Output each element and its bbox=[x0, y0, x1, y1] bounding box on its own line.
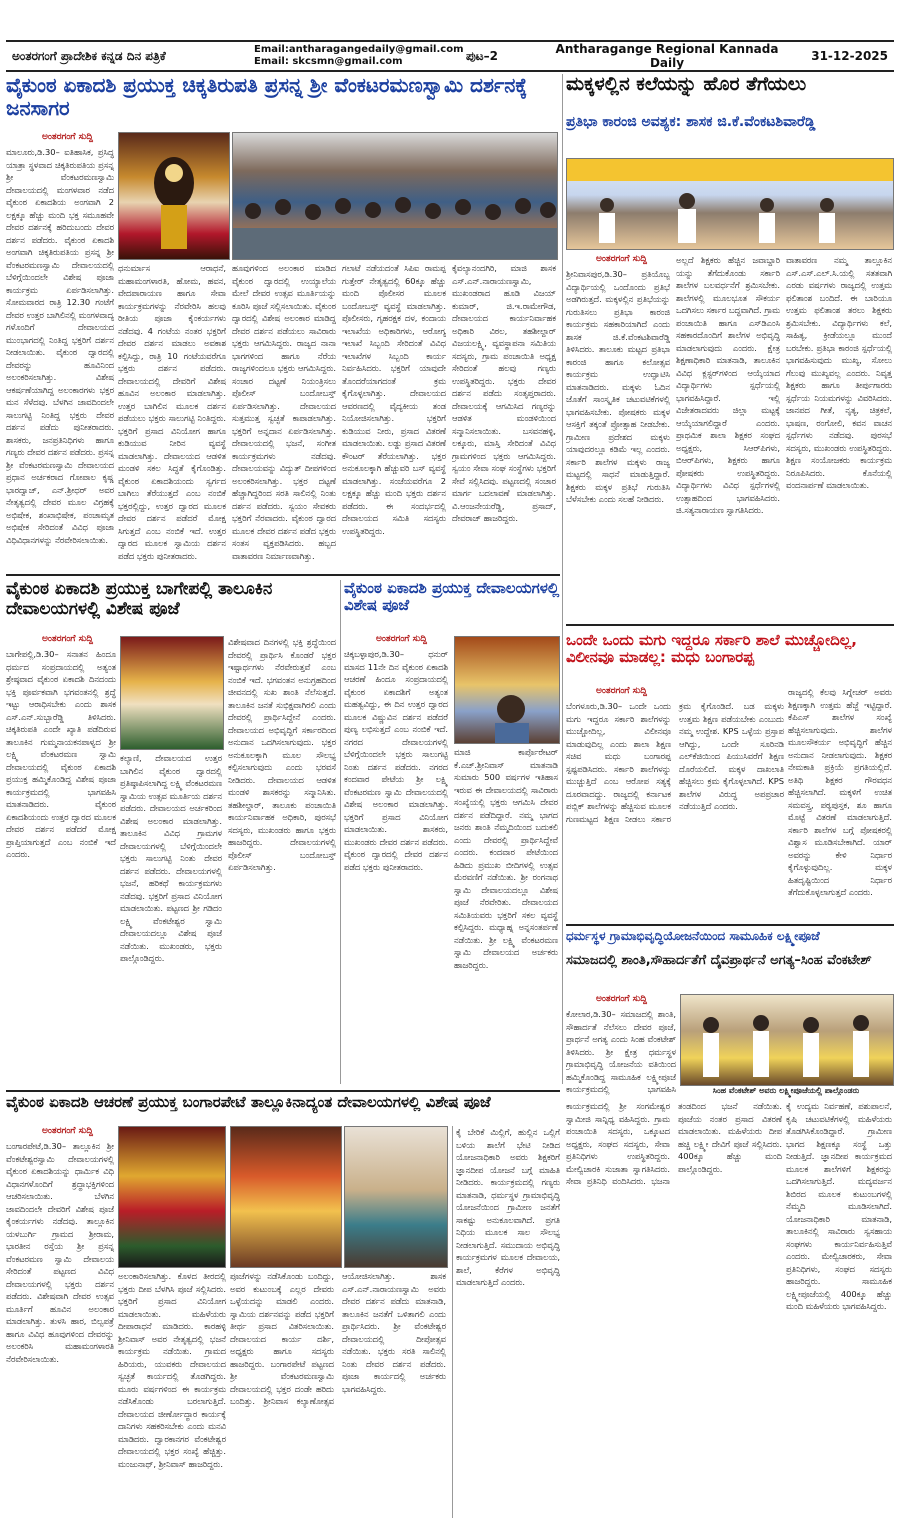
section-rule-2 bbox=[566, 624, 894, 626]
story2-col2: ಅಲ್ಲದೆ ಶಿಕ್ಷಕರು ಹೆಚ್ಚಿನ ಜವಾಬ್ದಾರಿ ಯನ್ನು ತೆಗೆದುಕೊಂಡು ಸರ್ಕಾರಿ ಶಾಲೆಗಳ ಬಲವರ್ಧನೆಗೆ ಶ್ರಮಿಸಬೇಕು. ಶಾಲೆಗಳಲ್ಲಿ ಮೂಲಭೂತ ಸೌಕರ್ಯ ಒದಗಿಸಲು ಸರ್ಕಾರ ಬದ್ಧವಾಗಿದೆ. ಗ್ರಾಮ ಪಂಚಾಯಿತಿ ಹಾಗೂ ಎಸ್‌ಡಿಎಂಸಿ ಸಹಕಾರದೊಂದಿಗೆ ಶಾಲೆಗಳ ಅಭಿವೃದ್ಧಿ ಮಾಡಲಾಗುವುದು ಎಂದರು. ಕ್ಷೇತ್ರ ಶಿಕ್ಷಣಾಧಿಕಾರಿ ಮಾತನಾಡಿ, ತಾಲೂಕಿನ ವಿವಿಧ ಕ್ಲಸ್ಟರ್‌ಗಳಿಂದ ಆಯ್ಕೆಯಾದ ವಿದ್ಯಾರ್ಥಿಗಳು ಸ್ಪರ್ಧೆಯಲ್ಲಿ ಭಾಗವಹಿಸಿದ್ದಾರೆ. ಇಲ್ಲಿ ವಿಜೇತರಾದವರು ಜಿಲ್ಲಾ ಮಟ್ಟಕ್ಕೆ ಆಯ್ಕೆಯಾಗಲಿದ್ದಾರೆ ಎಂದರು. ಪ್ರಾಥಮಿಕ ಶಾಲಾ ಶಿಕ್ಷಕರ ಸಂಘದ ಅಧ್ಯಕ್ಷರು, ಸಿಆರ್‌ಪಿಗಳು, ಬಿಆರ್‌ಪಿಗಳು, ಶಿಕ್ಷಕರು ಹಾಗೂ ಪೋಷಕರು ಉಪಸ್ಥಿತರಿದ್ದರು. ವಿದ್ಯಾರ್ಥಿಗಳು ವಿವಿಧ ಸ್ಪರ್ಧೆಗಳಲ್ಲಿ ಉತ್ಸಾಹದಿಂದ ಭಾಗವಹಿಸಿದರು. ಜಿ.ಸತ್ಯನಾರಾಯಣ ಸ್ವಾಗತಿಸಿದರು. bbox=[676, 255, 780, 515]
pooja-illustration bbox=[681, 995, 893, 1085]
temple-idol-photo bbox=[118, 132, 230, 260]
story7-byline: ಅಂತರಗಂಗೆ ಸುದ್ದಿ bbox=[42, 1126, 93, 1136]
column-divider-2 bbox=[340, 580, 341, 1084]
email-2: Email: skcsmn@gmail.com bbox=[254, 56, 403, 67]
devotee-crowd-photo bbox=[232, 132, 558, 260]
story3-col3: ವಿಶೇಷವಾದ ದಿನಗಳಲ್ಲಿ ಭಕ್ತಿ ಶ್ರದ್ಧೆಯಿಂದ ದೇವರಲ್ಲಿ ಪ್ರಾರ್ಥಿಸಿ ಕೊಂಡರೆ ಭಕ್ತರ ಇಷ್ಟಾರ್ಥಗಳು ನೆರವೇರುತ್ತವೆ ಎಂಬ ನಂಬಿಕೆ ಇದೆ. ಭಗವಂತನ ಅನುಗ್ರಹದಿಂದ ಜೀವನದಲ್ಲಿ ಸುಖ ಶಾಂತಿ ನೆಲೆಸುತ್ತದೆ. ತಾಲೂಕಿನ ಜನತೆ ಸುಭಿಕ್ಷವಾಗಿರಲಿ ಎಂದು ದೇವರಲ್ಲಿ ಪ್ರಾರ್ಥಿಸಿದ್ದೇನೆ ಎಂದರು. ದೇವಾಲಯದ ಅಭಿವೃದ್ಧಿಗೆ ಸರ್ಕಾರದಿಂದ ಅನುದಾನ ಒದಗಿಸಲಾಗುವುದು. ಭಕ್ತರ ಅನುಕೂಲಕ್ಕಾಗಿ ಮೂಲ ಸೌಲಭ್ಯ ಕಲ್ಪಿಸಲಾಗುವುದು ಎಂದು ಭರವಸೆ ನೀಡಿದರು. ದೇವಾಲಯದ ಆಡಳಿತ ಮಂಡಳಿ ಶಾಸಕರನ್ನು ಸನ್ಮಾನಿಸಿತು. ತಹಶೀಲ್ದಾರ್, ತಾಲೂಕು ಪಂಚಾಯಿತಿ ಕಾರ್ಯನಿರ್ವಾಹಕ ಅಧಿಕಾರಿ, ಪುರಸಭೆ ಸದಸ್ಯರು, ಮುಖಂಡರು ಹಾಗೂ ಭಕ್ತರು ಹಾಜರಿದ್ದರು. ದೇವಾಲಯಗಳಲ್ಲಿ ಪೊಲೀಸ್ ಬಂದೋಬಸ್ತ್ ಏರ್ಪಡಿಸಲಾಗಿತ್ತು. bbox=[228, 637, 336, 872]
story3-col2: ಕಲ್ಯಾಣಿ, ದೇವಾಲಯದ ಉತ್ತರ ಬಾಗಿಲಿನ ವೈಕುಂಠ ದ್ವಾರದಲ್ಲಿ ಪ್ರತಿಷ್ಠಾಪಿಸಲಾಗಿದ್ದ ಲಕ್ಷ್ಮಿ ವೆಂಕಟರಮಣ ಸ್ವಾಮಿಯ ಉತ್ಸವ ಮೂರ್ತಿಯ ದರ್ಶನ ಪಡೆದರು. ದೇವಾಲಯದ ಅರ್ಚಕರಿಂದ ವಿಶೇಷ ಅಲಂಕಾರ ಮಾಡಲಾಗಿತ್ತು. ತಾಲೂಕಿನ ವಿವಿಧ ಗ್ರಾಮಗಳ ದೇವಾಲಯಗಳಲ್ಲಿ ಬೆಳಿಗ್ಗೆಯಿಂದಲೇ ಭಕ್ತರು ಸಾಲುಗಟ್ಟಿ ನಿಂತು ದೇವರ ದರ್ಶನ ಪಡೆದರು. ದೇವಾಲಯಗಳಲ್ಲಿ ಭಜನೆ, ಹರಿಕಥೆ ಕಾರ್ಯಕ್ರಮಗಳು ನಡೆದವು. ಭಕ್ತರಿಗೆ ಪ್ರಸಾದ ವಿನಿಯೋಗ ಮಾಡಲಾಯಿತು. ಪಟ್ಟಣದ ಶ್ರೀ ಗಡಿದಂ ಲಕ್ಷ್ಮಿ ವೆಂಕಟೇಶ್ವರ ಸ್ವಾಮಿ ದೇವಾಲಯದಲ್ಲೂ ವಿಶೇಷ ಪೂಜೆ ನಡೆಯಿತು. ಮುಖಂಡರು, ಭಕ್ತರು ಪಾಲ್ಗೊಂಡಿದ್ದರು. bbox=[120, 753, 222, 963]
devotee-prasad-photo bbox=[344, 1126, 448, 1268]
emails bbox=[248, 44, 464, 68]
page-number: ಪುಟ–2 bbox=[466, 48, 498, 63]
story6-col2: ಕೈ ಉದ್ಯಮ ನಿರ್ವಹಣೆ, ಪಶುಪಾಲನೆ, ಕೃಷಿ ಚಟುವಟಿಕೆಗಳಲ್ಲಿ ಮಹಿಳೆಯರು ತೊಡಗಿಸಿಕೊಂಡಿದ್ದಾರೆ. ಗ್ರಾಮೀಣ ಭಾಗದ ಶಿಕ್ಷಣಕ್ಕೂ ಸಂಸ್ಥೆ ಒತ್ತು ನೀಡುತ್ತಿದೆ. ಜ್ಞಾನದೀಪ ಕಾರ್ಯಕ್ರಮದ ಮೂಲಕ ಶಾಲೆಗಳಿಗೆ ಶಿಕ್ಷಕರನ್ನು ಒದಗಿಸಲಾಗುತ್ತಿದೆ. ಮದ್ಯವರ್ಜನ ಶಿಬಿರದ ಮೂಲಕ ಕುಟುಂಬಗಳಲ್ಲಿ ನೆಮ್ಮದಿ ಮೂಡಿಸಲಾಗಿದೆ. ಯೋಜನಾಧಿಕಾರಿ ಮಾತನಾಡಿ, ತಾಲೂಕಿನಲ್ಲಿ ಸಾವಿರಾರು ಸ್ವಸಹಾಯ ಸಂಘಗಳು ಕಾರ್ಯನಿರ್ವಹಿಸುತ್ತಿವೆ ಎಂದರು. ಮೇಲ್ವಿಚಾರಕರು, ಸೇವಾ ಪ್ರತಿನಿಧಿಗಳು, ಸಂಘದ ಸದಸ್ಯರು ಹಾಜರಿದ್ದರು. ಸಾಮೂಹಿಕ ಲಕ್ಷ್ಮೀಪೂಜೆಯಲ್ಲಿ 400ಕ್ಕೂ ಹೆಚ್ಚು ಮಂದಿ ಮಹಿಳೆಯರು ಭಾಗವಹಿಸಿದ್ದರು. bbox=[786, 1101, 892, 1311]
story1-col2: ಧನುರ್ಮಾಸ ಆರಾಧನೆ, ಮಹಾಮಂಗಳಾರತಿ, ಹೋಮ, ಹವನ, ವೇದಪಾರಾಯಣ ಹಾಗೂ ಸೇವಾ ಕಾರ್ಯಕ್ರಮಗಳನ್ನು ನೆರವೇರಿಸಿ ಹಲವು ರೀತಿಯ ಪೂಜಾ ಕೈಂಕರ್ಯಗಳು ನಡೆದವು. 4 ಗಂಟೆಯ ನಂತರ ಭಕ್ತರಿಗೆ ದೇವರ ದರ್ಶನ ಮಾಡಲು ಅವಕಾಶ ಕಲ್ಪಿಸಿದ್ದು, ರಾತ್ರಿ 10 ಗಂಟೆಯವರೆಗೂ ಭಕ್ತರು ದರ್ಶನ ಪಡೆದರು. ದೇವಾಲಯದಲ್ಲಿ ದೇವರಿಗೆ ವಿಶೇಷ ಹೂವಿನ ಅಲಂಕಾರ ಮಾಡಲಾಗಿತ್ತು. ಉತ್ತರ ಬಾಗಿಲಿನ ಮೂಲಕ ದರ್ಶನ ಪಡೆಯಲು ಭಕ್ತರು ಸಾಲುಗಟ್ಟಿ ನಿಂತಿದ್ದರು. ಭಕ್ತರಿಗೆ ಪ್ರಸಾದ ವಿನಿಯೋಗ ಹಾಗೂ ಕುಡಿಯುವ ನೀರಿನ ವ್ಯವಸ್ಥೆ ಮಾಡಲಾಗಿತ್ತು. ದೇವಾಲಯದ ಆಡಳಿತ ಮಂಡಳಿ ಸಕಲ ಸಿದ್ಧತೆ ಕೈಗೊಂಡಿತ್ತು. ವೈಕುಂಠ ಏಕಾದಶಿಯಂದು ಸ್ವರ್ಗದ ಬಾಗಿಲು ತೆರೆಯುತ್ತದೆ ಎಂಬ ನಂಬಿಕೆ ಭಕ್ತರಲ್ಲಿದ್ದು, ಉತ್ತರ ದ್ವಾರದ ಮೂಲಕ ದೇವರ ದರ್ಶನ ಪಡೆದರೆ ಮೋಕ್ಷ ಸಿಗುತ್ತದೆ ಎಂಬ ನಂಬಿಕೆ ಇದೆ. ಉತ್ತರ ದ್ವಾರದ ಮೂಲಕ ಸ್ವಾಮಿಯ ದರ್ಶನ ಪಡೆದ ಭಕ್ತರು ಪುನೀತರಾದರು. bbox=[118, 263, 226, 561]
story4-col2: ಮಾಜಿ ಕಾರ್ಪೊರೇಟರ್ ಕೆ.ಎಚ್.ಶ್ರೀನಿವಾಸ್ ಮಾತನಾಡಿ ಸುಮಾರು 500 ವರ್ಷಗಳ ಇತಿಹಾಸ ಇರುವ ಈ ದೇವಾಲಯದಲ್ಲಿ ಸಾವಿರಾರು ಸಂಖ್ಯೆಯಲ್ಲಿ ಭಕ್ತರು ಆಗಮಿಸಿ ದೇವರ ದರ್ಶನ ಪಡೆದಿದ್ದಾರೆ. ನಮ್ಮ ಭಾಗದ ಜನರು ಶಾಂತಿ ನೆಮ್ಮದಿಯಿಂದ ಬದುಕಲಿ ಎಂದು ದೇವರಲ್ಲಿ ಪ್ರಾರ್ಥಿಸಿದ್ದೇವೆ ಎಂದರು. ಕಂದವಾರ ಪೇಟೆಯಿಂದ ಹಿಡಿದು ಪ್ರಮುಖ ಬೀದಿಗಳಲ್ಲಿ ಉತ್ಸವ ಮೆರವಣಿಗೆ ನಡೆಯಿತು. ಶ್ರೀ ರಂಗನಾಥ ಸ್ವಾಮಿ ದೇವಾಲಯದಲ್ಲೂ ವಿಶೇಷ ಪೂಜೆ ನೆರವೇರಿತು. ದೇವಾಲಯದ ಸಮಿತಿಯವರು ಭಕ್ತರಿಗೆ ಸಕಲ ವ್ಯವಸ್ಥೆ ಕಲ್ಪಿಸಿದ್ದರು. ಮಧ್ಯಾಹ್ನ ಅನ್ನಸಂತರ್ಪಣೆ ನಡೆಯಿತು. ಶ್ರೀ ಲಕ್ಷ್ಮಿ ವೆಂಕಟರಮಣ ಸ್ವಾಮಿ ದೇವಾಲಯದ ಅರ್ಚಕರು ಹಾಜರಿದ್ದರು. bbox=[454, 747, 558, 970]
story3-headline: ವೈಕುಂಠ ಏಕಾದಶಿ ಪ್ರಯುಕ್ತ ಬಾಗೇಪಲ್ಲಿ ತಾಲೂಕಿನ ದೇವಾಲಯಗಳಲ್ಲಿ ವಿಶೇಷ ಪೂಜೆ bbox=[6, 580, 273, 619]
story7-headline: ವೈಕುಂಠ ಏಕಾದಶಿ ಆಚರಣೆ ಪ್ರಯುಕ್ತ ಬಂಗಾರಪೇಟೆ ತಾಲ್ಲೂಕಿನಾದ್ಯಂತ ದೇವಾಲಯಗಳಲ್ಲಿ ವಿಶೇಷ ಪೂಜೆ bbox=[6, 1094, 491, 1111]
story5-headline: ಒಂದೇ ಒಂದು ಮಗು ಇದ್ದರೂ ಸರ್ಕಾರಿ ಶಾಲೆ ಮುಚ್ಚೋದಿಲ್ಲ, ವಿಲೀನವೂ ಮಾಡಲ್ಲ: ಮಧು ಬಂಗಾರಪ್ಪ bbox=[566, 632, 857, 667]
stage-illustration bbox=[567, 159, 893, 249]
story4-byline: ಅಂತರಗಂಗೆ ಸುದ್ದಿ bbox=[376, 634, 427, 644]
column-divider-3 bbox=[452, 1126, 453, 1518]
idol-illustration bbox=[119, 133, 229, 259]
story6-col1: ಕೋಲಾರ,ಡಿ.30– ಸಮಾಜದಲ್ಲಿ ಶಾಂತಿ, ಸೌಹಾರ್ದತೆ ನೆಲೆಸಲು ದೇವರ ಪೂಜೆ, ಪ್ರಾರ್ಥನೆ ಅಗತ್ಯ ಎಂದು ಸಿಂಹ ವೆಂಕಟೇಶ್ ತಿಳಿಸಿದರು. ಶ್ರೀ ಕ್ಷೇತ್ರ ಧರ್ಮಸ್ಥಳ ಗ್ರಾಮಾಭಿವೃದ್ಧಿ ಯೋಜನೆಯ ವತಿಯಿಂದ ಹಮ್ಮಿಕೊಂಡಿದ್ದ ಸಾಮೂಹಿಕ ಲಕ್ಷ್ಮೀಪೂಜೆ ಕಾರ್ಯಕ್ರಮದಲ್ಲಿ ಭಾಗವಹಿಸಿ bbox=[566, 1009, 676, 1094]
tagline: ಅಂತರಗಂಗೆ ಪ್ರಾದೇಶಿಕ ಕನ್ನಡ ದಿನ ಪತ್ರಿಕೆ bbox=[12, 48, 166, 63]
story2-col3: ವಾತಾವರಣ ನಮ್ಮ ತಾಲ್ಲೂಕಿನ ಎಸ್.ಎಸ್.ಎಲ್.ಸಿ.ಯಲ್ಲಿ ಸತತವಾಗಿ ಎರಡು ವರ್ಷಗಳು ರಾಜ್ಯದಲ್ಲಿ ಉತ್ತಮ ಫಲಿತಾಂಶ ಬಂದಿದೆ. ಈ ಬಾರಿಯೂ ಉತ್ತಮ ಫಲಿತಾಂಶ ತರಲು ಶಿಕ್ಷಕರು ಶ್ರಮಿಸಬೇಕು. ವಿದ್ಯಾರ್ಥಿಗಳು ಕಲೆ, ಸಾಹಿತ್ಯ, ಕ್ರೀಡೆಯಲ್ಲೂ ಮುಂದೆ ಬರಬೇಕು. ಪ್ರತಿಭಾ ಕಾರಂಜಿ ಸ್ಪರ್ಧೆಯಲ್ಲಿ ಭಾಗವಹಿಸುವುದು ಮುಖ್ಯ, ಸೋಲು ಗೆಲುವು ಮುಖ್ಯವಲ್ಲ ಎಂದರು. ನಿವೃತ್ತ ಶಿಕ್ಷಕರು ಹಾಗೂ ತೀರ್ಪುಗಾರರು ಸ್ಪರ್ಧೆಯ ನಿಯಮಗಳನ್ನು ವಿವರಿಸಿದರು. ಜಾನಪದ ಗೀತೆ, ನೃತ್ಯ, ಚಿತ್ರಕಲೆ, ಭಾಷಣ, ರಂಗೋಲಿ, ಕವನ ವಾಚನ ಸ್ಪರ್ಧೆಗಳು ನಡೆದವು. ಪುರಸಭೆ ಸದಸ್ಯರು, ಮುಖಂಡರು ಉಪಸ್ಥಿತರಿದ್ದರು. ಶಿಕ್ಷಣ ಸಂಯೋಜಕರು ಕಾರ್ಯಕ್ರಮ ನಿರೂಪಿಸಿದರು. ಕೊನೆಯಲ್ಲಿ ವಂದನಾರ್ಪಣೆ ಮಾಡಲಾಯಿತು. bbox=[786, 255, 892, 490]
story1-col4: ಗಲಾಟೆ ನಡೆಯದಂತೆ ಸಿಪಿಐ ರಾಮಪ್ಪ ಗುತ್ತೇರ್ ನೇತೃತ್ವದಲ್ಲಿ 60ಕ್ಕೂ ಹೆಚ್ಚು ಮಂದಿ ಪೊಲೀಸರ ಮೂಲಕ ಬಂದೋಬಸ್ತ್ ವ್ಯವಸ್ಥೆ ಮಾಡಲಾಗಿತ್ತು. ಪೊಲೀಸರು, ಗೃಹರಕ್ಷಕ ದಳ, ಕಂದಾಯ ಇಲಾಖೆಯ ಅಧಿಕಾರಿಗಳು, ಆರೋಗ್ಯ ಇಲಾಖೆ ಸಿಬ್ಬಂದಿ ಸೇರಿದಂತೆ ವಿವಿಧ ಇಲಾಖೆಗಳ ಸಿಬ್ಬಂದಿ ಕಾರ್ಯ ನಿರ್ವಹಿಸಿದರು. ಭಕ್ತರಿಗೆ ಯಾವುದೇ ತೊಂದರೆಯಾಗದಂತೆ ಕ್ರಮ ಕೈಗೊಳ್ಳಲಾಗಿತ್ತು. ದೇವಾಲಯದ ಆವರಣದಲ್ಲಿ ವೈದ್ಯಕೀಯ ತಂಡ ನಿಯೋಜಿಸಲಾಗಿತ್ತು. ಭಕ್ತರಿಗೆ ಕುಡಿಯುವ ನೀರು, ಪ್ರಸಾದ ವಿತರಣೆ ಮಾಡಲಾಯಿತು. ಲಡ್ಡು ಪ್ರಸಾದ ವಿತರಣೆ ಕೌಂಟರ್ ತೆರೆಯಲಾಗಿತ್ತು. ಭಕ್ತರ ಅನುಕೂಲಕ್ಕಾಗಿ ಹೆಚ್ಚುವರಿ ಬಸ್ ವ್ಯವಸ್ಥೆ ಮಾಡಲಾಗಿತ್ತು. ಸಂಜೆಯವರೆಗೂ 2 ಲಕ್ಷಕ್ಕೂ ಹೆಚ್ಚು ಮಂದಿ ಭಕ್ತರು ದರ್ಶನ ಪಡೆದರು. ಈ ಸಂದರ್ಭದಲ್ಲಿ ದೇವಾಲಯದ ಸಮಿತಿ ಸದಸ್ಯರು ಉಪಸ್ಥಿತರಿದ್ದರು. bbox=[342, 263, 446, 536]
story8-col1: ಕೈ ಬೇರಿಕೆ ಮಿಲ್ಲಿಗೆ, ಹುಲ್ಲಿನ ಒಲ್ಲಿಗೆ ಬಳಿಯ ಶಾಲೆಗೆ ಭೇಟಿ ನೀಡಿದ ಯೋಜನಾಧಿಕಾರಿ ಅವರು ಶಿಕ್ಷಕರಿಗೆ ಜ್ಞಾನದೀಪ ಯೋಜನೆ ಬಗ್ಗೆ ಮಾಹಿತಿ ನೀಡಿದರು. ಕಾರ್ಯಕ್ರಮದಲ್ಲಿ ಗಣ್ಯರು ಮಾತನಾಡಿ, ಧರ್ಮಸ್ಥಳ ಗ್ರಾಮಾಭಿವೃದ್ಧಿ ಯೋಜನೆಯಿಂದ ಗ್ರಾಮೀಣ ಜನತೆಗೆ ಸಾಕಷ್ಟು ಅನುಕೂಲವಾಗಿದೆ. ಪ್ರಗತಿ ನಿಧಿಯ ಮೂಲಕ ಸಾಲ ಸೌಲಭ್ಯ ನೀಡಲಾಗುತ್ತಿದೆ. ಸಮುದಾಯ ಅಭಿವೃದ್ಧಿ ಕಾರ್ಯಕ್ರಮಗಳ ಮೂಲಕ ದೇವಾಲಯ, ಶಾಲೆ, ಕೆರೆಗಳ ಅಭಿವೃದ್ಧಿ ಮಾಡಲಾಗುತ್ತಿದೆ ಎಂದರು. bbox=[456, 1127, 560, 1287]
bangarapet-deity-photo bbox=[118, 1126, 226, 1268]
temple-decoration-photo bbox=[230, 1126, 342, 1268]
story7-col3: ಪೂಜೆಗಳನ್ನು ನಡೆಸಿಕೊಂಡು ಬಂದಿದ್ದು, ಅವರ ಕುಟುಂಬಕ್ಕೆ ಎಲ್ಲರ ದೇವರು ಒಳ್ಳೆಯದನ್ನು ಮಾಡಲಿ ಎಂದರು. ಸ್ವಾಮಿಯ ದರ್ಶನವನ್ನು ಪಡೆದ ಭಕ್ತರಿಗೆ ತೀರ್ಥ ಪ್ರಸಾದ ವಿತರಿಸಲಾಯಿತು. ದೇವಾಲಯದ ಕಾರ್ಯ ದರ್ಶಿ, ಅಧ್ಯಕ್ಷರು ಹಾಗೂ ಸದಸ್ಯರು ಹಾಜರಿದ್ದರು. ಬಂಗಾರಪೇಟೆ ಪಟ್ಟಣದ ಶ್ರೀ ವೆಂಕಟರಮಣಸ್ವಾಮಿ ದೇವಾಲಯದಲ್ಲಿ ಭಕ್ತರ ದಂಡೇ ಹರಿದು ಬಂದಿತ್ತು. ಶ್ರೀನಿವಾಸ ಕಲ್ಯಾಣೋತ್ಸವ ಆಯೋಜಿಸಲಾಗಿತ್ತು. ಶಾಸಕ ಎಸ್.ಎನ್.ನಾರಾಯಣಸ್ವಾಮಿ ಅವರು ದೇವರ ದರ್ಶನ ಪಡೆದು ಮಾತನಾಡಿ, ತಾಲೂಕಿನ ಜನತೆಗೆ ಒಳಿತಾಗಲಿ ಎಂದು ಪ್ರಾರ್ಥಿಸಿದರು. ಶ್ರೀ ವೆಂಕಟೇಶ್ವರ ದೇವಾಲಯದಲ್ಲಿ ದೀಪೋತ್ಸವ ನಡೆಯಿತು. ಭಕ್ತರು ಸರತಿ ಸಾಲಿನಲ್ಲಿ ನಿಂತು ದೇವರ ದರ್ಶನ ಪಡೆದರು. ಪೂಜಾ ಕಾರ್ಯದಲ್ಲಿ ಅರ್ಚಕರು ಭಾಗವಹಿಸಿದ್ದರು. bbox=[230, 1271, 446, 1406]
story2-headline-1: ಮಕ್ಕಳಲ್ಲಿನ ಕಲೆಯನ್ನು ಹೊರ ತೆಗೆಯಲು bbox=[566, 74, 807, 95]
story3-byline: ಅಂತರಗಂಗೆ ಸುದ್ದಿ bbox=[42, 634, 93, 644]
column-divider bbox=[562, 74, 563, 1084]
pooja-photo-caption: ಸಿಂಹ ವೆಂಕಟೇಶ್ ಅವರು ಲಕ್ಷ್ಮೀಪೂಜೆಯಲ್ಲಿ ಪಾಲ್ಗೊಂಡರು bbox=[712, 1086, 860, 1095]
story5-byline: ಅಂತರಗಂಗೆ ಸುದ್ದಿ bbox=[596, 686, 647, 696]
story2-col1: ಶ್ರೀನಿವಾಸಪುರ,ಡಿ.30– ಪ್ರತಿಯೊಬ್ಬ ವಿದ್ಯಾರ್ಥಿಯಲ್ಲಿ ಒಂದೊಂದು ಪ್ರತಿಭೆ ಅಡಗಿರುತ್ತದೆ. ಮಕ್ಕಳಲ್ಲಿನ ಪ್ರತಿಭೆಯನ್ನು ಗುರುತಿಸಲು ಪ್ರತಿಭಾ ಕಾರಂಜಿ ಕಾರ್ಯಕ್ರಮ ಸಹಕಾರಿಯಾಗಿದೆ ಎಂದು ಶಾಸಕ ಜಿ.ಕೆ.ವೆಂಕಟಶಿವಾರೆಡ್ಡಿ ತಿಳಿಸಿದರು. ತಾಲೂಕು ಮಟ್ಟದ ಪ್ರತಿಭಾ ಕಾರಂಜಿ ಹಾಗೂ ಕಲೋತ್ಸವ ಕಾರ್ಯಕ್ರಮ ಉದ್ಘಾಟಿಸಿ ಮಾತನಾಡಿದರು. ಮಕ್ಕಳು ಓದಿನ ಜೊತೆಗೆ ಸಾಂಸ್ಕೃತಿಕ ಚಟುವಟಿಕೆಗಳಲ್ಲಿ ಭಾಗವಹಿಸಬೇಕು. ಪೋಷಕರು ಮಕ್ಕಳ ಆಸಕ್ತಿಗೆ ತಕ್ಕಂತೆ ಪ್ರೋತ್ಸಾಹ ನೀಡಬೇಕು. ಗ್ರಾಮೀಣ ಪ್ರದೇಶದ ಮಕ್ಕಳು ಯಾವುದರಲ್ಲೂ ಕಡಿಮೆ ಇಲ್ಲ ಎಂದರು. ಸರ್ಕಾರಿ ಶಾಲೆಗಳ ಮಕ್ಕಳು ರಾಜ್ಯ ಮಟ್ಟದಲ್ಲಿ ಸಾಧನೆ ಮಾಡುತ್ತಿದ್ದಾರೆ. ಶಿಕ್ಷಕರು ಮಕ್ಕಳ ಪ್ರತಿಭೆ ಗುರುತಿಸಿ ಬೆಳೆಸಬೇಕು ಎಂದು ಸಲಹೆ ನೀಡಿದರು. bbox=[566, 269, 670, 504]
story1-col5: ಕೈವಲ್ಯಾನಂದಗಿರಿ, ಮಾಜಿ ಶಾಸಕ ಎಸ್.ಎನ್.ನಾರಾಯಣಸ್ವಾಮಿ, ಮುಖಂಡರಾದ ಹೂಡಿ ವಿಜಯ್ ಕುಮಾರ್, ಜಿ.ಇ.ರಾಮೇಗೌಡ, ದೇವಾಲಯದ ಕಾರ್ಯನಿರ್ವಾಹಕ ಅಧಿಕಾರಿ ವಿಠಲ, ತಹಶೀಲ್ದಾರ್ ವಿಜಯಲಕ್ಷ್ಮಿ, ವ್ಯವಸ್ಥಾಪನಾ ಸಮಿತಿಯ ಸದಸ್ಯರು, ಗ್ರಾಮ ಪಂಚಾಯಿತಿ ಅಧ್ಯಕ್ಷ ಸೇರಿದಂತೆ ಹಲವು ಗಣ್ಯರು ಉಪಸ್ಥಿತರಿದ್ದರು. ಭಕ್ತರು ದೇವರ ದರ್ಶನ ಪಡೆದು ಸಂತೃಪ್ತರಾದರು. ದೇವಾಲಯಕ್ಕೆ ಆಗಮಿಸಿದ ಗಣ್ಯರನ್ನು ಆಡಳಿತ ಮಂಡಳಿಯಿಂದ ಸನ್ಮಾನಿಸಲಾಯಿತು. ಬಸವನಹಳ್ಳಿ, ಲಕ್ಕೂರು, ಮಾಸ್ತಿ ಸೇರಿದಂತೆ ವಿವಿಧ ಗ್ರಾಮಗಳಿಂದ ಭಕ್ತರು ಆಗಮಿಸಿದ್ದರು. ಸ್ವಯಂ ಸೇವಾ ಸಂಘ ಸಂಸ್ಥೆಗಳು ಭಕ್ತರಿಗೆ ಸೇವೆ ಸಲ್ಲಿಸಿದವು. ಪಟ್ಟಣದಲ್ಲಿ ಸಂಚಾರ ಮಾರ್ಗ ಬದಲಾವಣೆ ಮಾಡಲಾಗಿತ್ತು. ವಿ.ಆಂಜನೇಯರೆಡ್ಡಿ, ಪ್ರಸಾದ್, ದೇವರಾಜ್ ಹಾಜರಿದ್ದರು. bbox=[452, 263, 556, 523]
story7-col2: ಅಲಂಕಾರಿಸಲಾಗಿತ್ತು. ಕೊಳದ ತೀರದಲ್ಲಿ ಭಕ್ತರು ದೀಪ ಬೆಳಗಿಸಿ ಪೂಜೆ ಸಲ್ಲಿಸಿದರು. ಭಕ್ತರಿಗೆ ಪ್ರಸಾದ ವಿನಿಯೋಗ ಮಾಡಲಾಯಿತು. ಮಹಿಳೆಯರು ದೀಪಾರಾಧನೆ ಮಾಡಿದರು. ಕಾರಹಳ್ಳಿ ಶ್ರೀನಿವಾಸ್ ಅವರ ನೇತೃತ್ವದಲ್ಲಿ ಭಜನೆ ಕಾರ್ಯಕ್ರಮ ನಡೆಯಿತು. ಗ್ರಾಮದ ಹಿರಿಯರು, ಯುವಕರು ದೇವಾಲಯದ ಸ್ವಚ್ಛತೆ ಕಾರ್ಯದಲ್ಲಿ ತೊಡಗಿದ್ದರು. ಮೂರು ವರ್ಷಗಳಿಂದ ಈ ಕಾರ್ಯಕ್ರಮ ನಡೆಸಿಕೊಂಡು ಬರಲಾಗುತ್ತಿದೆ. ದೇವಾಲಯದ ಜೀರ್ಣೋದ್ಧಾರ ಕಾರ್ಯಕ್ಕೆ ದಾನಿಗಳು ಸಹಕರಿಸಬೇಕು ಎಂದು ಮನವಿ ಮಾಡಿದರು. ದ್ವಾರಕಾನಗರ ವೆಂಕಟೇಶ್ವರ ದೇವಾಲಯದಲ್ಲಿ ಭಕ್ತರ ಸಂಖ್ಯೆ ಹೆಚ್ಚಿತ್ತು. ಮಂಜುನಾಥ್, ಶ್ರೀನಿವಾಸ್ ಹಾಜರಿದ್ದರು. bbox=[118, 1271, 226, 1469]
story1-byline: ಅಂತರಗಂಗೆ ಸುದ್ದಿ bbox=[42, 132, 93, 142]
story5-col1: ಬೆಂಗಳೂರು,ಡಿ.30– ಒಂದೇ ಒಂದು ಮಗು ಇದ್ದರೂ ಸರ್ಕಾರಿ ಶಾಲೆಗಳನ್ನು ಮುಚ್ಚೋದಿಲ್ಲ, ವಿಲೀನವೂ ಮಾಡುವುದಿಲ್ಲ ಎಂದು ಶಾಲಾ ಶಿಕ್ಷಣ ಸಚಿವ ಮಧು ಬಂಗಾರಪ್ಪ ಸ್ಪಷ್ಟಪಡಿಸಿದರು. ಸರ್ಕಾರಿ ಶಾಲೆಗಳನ್ನು ಮುಚ್ಚುತ್ತಿದೆ ಎಂಬ ಆರೋಪ ಸತ್ಯಕ್ಕೆ ದೂರವಾದದ್ದು. ರಾಜ್ಯದಲ್ಲಿ ಕರ್ನಾಟಕ ಪಬ್ಲಿಕ್ ಶಾಲೆಗಳನ್ನು ಹೆಚ್ಚಿಸುವ ಮೂಲಕ ಗುಣಮಟ್ಟದ ಶಿಕ್ಷಣ ನೀಡಲು ಸರ್ಕಾರ ಕ್ರಮ ಕೈಗೊಂಡಿದೆ. ಬಡ ಮಕ್ಕಳು ಉತ್ತಮ ಶಿಕ್ಷಣ ಪಡೆಯಬೇಕು ಎಂಬುದು ನಮ್ಮ ಉದ್ದೇಶ. KPS ಒಳ್ಳೆಯ ಪ್ರಸ್ತಾಪ ಆಗಿದ್ದು, ಒಂದೇ ಸೂರಿನಡಿ ಎಲ್‌ಕೆಜಿಯಿಂದ ಪಿಯುಸಿವರೆಗೆ ಶಿಕ್ಷಣ ದೊರೆಯಲಿದೆ. ಮಕ್ಕಳ ದಾಖಲಾತಿ ಹೆಚ್ಚಿಸಲು ಕ್ರಮ ಕೈಗೊಳ್ಳಲಾಗಿದೆ. KPS ಶಾಲೆಗಳ ವಿರುದ್ಧ ಅಪಪ್ರಚಾರ ನಡೆಯುತ್ತಿದೆ ಎಂದರು. bbox=[566, 701, 784, 824]
story2-headline-2: ಪ್ರತಿಭಾ ಕಾರಂಜಿ ಅವಶ್ಯಕ: ಶಾಸಕ ಜಿ.ಕೆ.ವೆಂಕಟಶಿವಾರೆಡ್ಡಿ bbox=[566, 114, 816, 130]
story5-col2: ರಾಜ್ಯದಲ್ಲಿ ಕೆಲವು ಸಿಗ್ನೇಚರ್ ಅವರು ಶಿಕ್ಷಣಕ್ಕಾಗಿ ಉತ್ತಮ ಹೆಜ್ಜೆ ಇಟ್ಟಿದ್ದಾರೆ. ಕೆಪಿಎಸ್ ಶಾಲೆಗಳ ಸಂಖ್ಯೆ ಹೆಚ್ಚಿಸಲಾಗುವುದು. ಶಾಲೆಗಳ ಮೂಲಸೌಕರ್ಯ ಅಭಿವೃದ್ಧಿಗೆ ಹೆಚ್ಚಿನ ಅನುದಾನ ನೀಡಲಾಗುವುದು. ಶಿಕ್ಷಕರ ನೇಮಕಾತಿ ಪ್ರಕ್ರಿಯೆ ಪ್ರಗತಿಯಲ್ಲಿದೆ. ಅತಿಥಿ ಶಿಕ್ಷಕರ ಗೌರವಧನ ಹೆಚ್ಚಿಸಲಾಗಿದೆ. ಮಕ್ಕಳಿಗೆ ಉಚಿತ ಸಮವಸ್ತ್ರ, ಪಠ್ಯಪುಸ್ತಕ, ಶೂ ಹಾಗೂ ಮೊಟ್ಟೆ ವಿತರಣೆ ಮಾಡಲಾಗುತ್ತಿದೆ. ಸರ್ಕಾರಿ ಶಾಲೆಗಳ ಬಗ್ಗೆ ಪೋಷಕರಲ್ಲಿ ವಿಶ್ವಾಸ ಮೂಡಿಸಬೇಕಾಗಿದೆ. ಯಾರ್ ಅವರನ್ನು ಕೇಳಿ ನಿರ್ಧಾರ ಕೈಗೊಳ್ಳುವುದಿಲ್ಲ. ಮಕ್ಕಳ ಹಿತದೃಷ್ಟಿಯಿಂದ ನಿರ್ಧಾರ ತೆಗೆದುಕೊಳ್ಳಲಾಗುತ್ತದೆ ಎಂದರು. bbox=[788, 687, 892, 897]
story1-col1: ಮಾಲೂರು,ಡಿ.30– ಐತಿಹಾಸಿಕ, ಪ್ರಸಿದ್ಧ ಯಾತ್ರಾ ಸ್ಥಳವಾದ ಚಿಕ್ಕತಿರುಪತಿಯ ಪ್ರಸನ್ನ ಶ್ರೀ ವೆಂಕಟರಮಣಸ್ವಾಮಿ ದೇವಾಲಯದಲ್ಲಿ ಮಂಗಳವಾರ ನಡೆದ ವೈಕುಂಠ ಏಕಾದಶಿಯ ಅಂಗವಾಗಿ 2 ಲಕ್ಷಕ್ಕೂ ಹೆಚ್ಚು ಮಂದಿ ಭಕ್ತ ಸಮೂಹವೇ ದೇವರ ದರ್ಶನಕ್ಕೆ ಹರಿದುಬಂದು ದೇವರ ದರ್ಶನ ಪಡೆದರು. ವೈಕುಂಠ ಏಕಾದಶಿ ಅಂಗವಾಗಿ ಚಿಕ್ಕತಿರುಪತಿಯ ಪ್ರಸನ್ನ ಶ್ರೀ ವೆಂಕಟರಮಣಸ್ವಾಮಿ ದೇವಾಲಯದಲ್ಲಿ ಬೆಳಿಗ್ಗೆಯಿಂದಲೇ ವಿಶೇಷ ಪೂಜಾ ಕಾರ್ಯಕ್ರಮ ಏರ್ಪಡಿಸಲಾಗಿತ್ತು. ಸೋಮವಾರದ ರಾತ್ರಿ 12.30 ಗಂಟೆಗೆ ದೇವರ ಉತ್ತರ ಬಾಗಿಲಿನಲ್ಲಿ ಮಂಗಳವಾದ್ಯ ಗಳೊಂದಿಗೆ ದೇವಾಲಯದ ಮುಂಭಾಗದಲ್ಲಿ ನಿಂತಿದ್ದ ಭಕ್ತರಿಗೆ ದರ್ಶನ ನೀಡಲಾಯಿತು. ವೈಕುಂಠ ದ್ವಾರದಲ್ಲಿ ದೇವರನ್ನು ಹೂವಿನಿಂದ ಅಲಂಕರಿಸಲಾಗಿತ್ತು. ವಿಶೇಷ ಆಕರ್ಷಣೆಯಾಗಿದ್ದ ಅಲಂಕಾರಗಳು ಭಕ್ತರ ಮನ ಸೆಳೆದವು. ಬೆಳಗಿನ ಜಾವದಿಂದಲೇ ಸಾಲುಗಟ್ಟಿ ನಿಂತಿದ್ದ ಭಕ್ತರು ದೇವರ ದರ್ಶನ ಪಡೆದು ಪುನೀತರಾದರು. ಶಾಸಕರು, ಜನಪ್ರತಿನಿಧಿಗಳು ಹಾಗೂ ಗಣ್ಯರು ದೇವರ ದರ್ಶನ ಪಡೆದರು. ಪ್ರಸನ್ನ ಶ್ರೀ ವೆಂಕಟರಮಣಸ್ವಾಮಿ ದೇವಾಲಯದ ಪ್ರಧಾನ ಅರ್ಚಕರಾದ ಗೋಪಾಲ ಕೃಷ್ಣ ಭಾರದ್ವಾಜ್, ಎನ್.ಶ್ರೀಧರ್ ಅವರ ನೇತೃತ್ವದಲ್ಲಿ ದೇವರ ಮೂಲ ವಿಗ್ರಹಕ್ಕೆ ಅಭಿಷೇಕ, ಶಂಖಾಭಿಷೇಕ, ಪಂಚಾಮೃತ ಅಭಿಷೇಕ ಸೇರಿದಂತೆ ವಿವಿಧ ಪೂಜಾ ವಿಧಿವಿಧಾನಗಳನ್ನು ನೆರವೇರಿಸಲಾಯಿತು. bbox=[6, 147, 114, 545]
story6-headline-1: ಧರ್ಮಸ್ಥಳ ಗ್ರಾಮಾಭಿವೃದ್ಧಿಯೋಜನೆಯಿಂದ ಸಾಮೂಹಿಕ ಲಕ್ಷ್ಮೀಪೂಜೆ bbox=[566, 930, 820, 943]
masthead bbox=[6, 40, 894, 72]
newspaper-name: Antharagange Regional Kannada Daily bbox=[555, 42, 779, 70]
story2-byline: ಅಂತರಗಂಗೆ ಸುದ್ದಿ bbox=[596, 254, 647, 264]
section-rule bbox=[6, 574, 560, 576]
chikkaballapur-temple-photo bbox=[454, 636, 560, 744]
pratibha-karanji-stage-photo bbox=[566, 158, 894, 250]
story1-col3: ಹೂವುಗಳಿಂದ ಅಲಂಕಾರ ಮಾಡಿದ ವೈಕುಂಠ ದ್ವಾರದಲ್ಲಿ ಉಯ್ಯಾಲೆಯ ಮೇಲೆ ದೇವರ ಉತ್ಸವ ಮೂರ್ತಿಯನ್ನು ಕೂರಿಸಿ ಪೂಜೆ ಸಲ್ಲಿಸಲಾಯಿತು. ವೈಕುಂಠ ದ್ವಾರದಲ್ಲಿ ವಿಶೇಷ ಅಲಂಕಾರ ಮಾಡಿದ್ದ ದೇವರ ದರ್ಶನ ಪಡೆಯಲು ಸಾವಿರಾರು ಭಕ್ತರು ಆಗಮಿಸಿದ್ದರು. ರಾಜ್ಯದ ನಾನಾ ಭಾಗಗಳಿಂದ ಹಾಗೂ ನೆರೆಯ ರಾಜ್ಯಗಳಿಂದಲೂ ಭಕ್ತರು ಆಗಮಿಸಿದ್ದರು. ಸಂಚಾರ ದಟ್ಟಣೆ ನಿಯಂತ್ರಿಸಲು ಪೊಲೀಸ್ ಬಂದೋಬಸ್ತ್ ಏರ್ಪಡಿಸಲಾಗಿತ್ತು. ದೇವಾಲಯದ ಸುತ್ತಮುತ್ತ ಸ್ವಚ್ಛತೆ ಕಾಪಾಡಲಾಗಿತ್ತು. ಭಕ್ತರಿಗೆ ಅನ್ನದಾನ ಏರ್ಪಡಿಸಲಾಗಿತ್ತು. ದೇವಾಲಯದಲ್ಲಿ ಭಜನೆ, ಸಂಗೀತ ಕಾರ್ಯಕ್ರಮಗಳು ನಡೆದವು. ದೇವಾಲಯವನ್ನು ವಿದ್ಯುತ್ ದೀಪಗಳಿಂದ ಅಲಂಕರಿಸಲಾಗಿತ್ತು. ಭಕ್ತರ ದಟ್ಟಣೆ ಹೆಚ್ಚಾಗಿದ್ದರಿಂದ ಸರತಿ ಸಾಲಿನಲ್ಲಿ ನಿಂತು ದರ್ಶನ ಪಡೆದರು. ಸ್ವಯಂ ಸೇವಕರು ಭಕ್ತರಿಗೆ ನೆರವಾದರು. ವೈಕುಂಠ ದ್ವಾರದ ಮೂಲಕ ದೇವರ ದರ್ಶನ ಪಡೆದ ಭಕ್ತರು ಸಂತಸ ವ್ಯಕ್ತಪಡಿಸಿದರು. ಹಬ್ಬದ ವಾತಾವರಣ ನಿರ್ಮಾಣವಾಗಿತ್ತು. bbox=[232, 263, 336, 561]
email-1: Email:antharagangedaily@gmail.com bbox=[254, 44, 464, 55]
lakshmi-pooja-photo bbox=[680, 994, 894, 1086]
story4-headline: ವೈಕುಂಠ ಏಕಾದಶಿ ಪ್ರಯುಕ್ತ ದೇವಾಲಯಗಳಲ್ಲಿ ವಿಶೇಷ ಪೂಜೆ bbox=[344, 580, 560, 615]
section-rule-4 bbox=[6, 1090, 560, 1092]
issue-date: 31-12-2025 bbox=[811, 49, 888, 63]
story4-col1: ಚಿಕ್ಕಬಳ್ಳಾಪುರ,ಡಿ.30– ಧನುರ್ ಮಾಸದ 11ನೇ ದಿನ ವೈಕುಂಠ ಏಕಾದಶಿ ಆಚರಣೆ ಹಿಂದೂ ಸಂಪ್ರದಾಯದಲ್ಲಿ ವೈಕುಂಠ ಏಕಾದಶಿಗೆ ಅತ್ಯಂತ ಮಹತ್ವವಿದ್ದು, ಈ ದಿನ ಉತ್ತರ ದ್ವಾರದ ಮೂಲಕ ವಿಷ್ಣುವಿನ ದರ್ಶನ ಪಡೆದರೆ ಪುಣ್ಯ ಲಭಿಸುತ್ತದೆ ಎಂಬ ನಂಬಿಕೆ ಇದೆ. ನಗರದ ದೇವಾಲಯಗಳಲ್ಲಿ ಬೆಳಿಗ್ಗೆಯಿಂದಲೇ ಭಕ್ತರು ಸಾಲುಗಟ್ಟಿ ನಿಂತು ದರ್ಶನ ಪಡೆದರು. ನಗರದ ಕಂದವಾರ ಪೇಟೆಯ ಶ್ರೀ ಲಕ್ಷ್ಮಿ ವೆಂಕಟರಮಣ ಸ್ವಾಮಿ ದೇವಾಲಯದಲ್ಲಿ ವಿಶೇಷ ಅಲಂಕಾರ ಮಾಡಲಾಗಿತ್ತು. ಭಕ್ತರಿಗೆ ಪ್ರಸಾದ ವಿನಿಯೋಗ ಮಾಡಲಾಯಿತು. ಶಾಸಕರು, ಮುಖಂಡರು ದೇವರ ದರ್ಶನ ಪಡೆದರು. ವೈಕುಂಠ ದ್ವಾರದಲ್ಲಿ ದೇವರ ದರ್ಶನ ಪಡೆದ ಭಕ್ತರು ಪುನೀತರಾದರು. bbox=[344, 649, 448, 872]
bagepalli-deity-photo bbox=[120, 636, 224, 750]
story1-headline: ವೈಕುಂಠ ಏಕಾದಶಿ ಪ್ರಯುಕ್ತ ಚಿಕ್ಕತಿರುಪತಿ ಪ್ರಸನ್ನ ಶ್ರೀ ವೆಂಕಟರಮಣಸ್ವಾಮಿ ದರ್ಶನಕ್ಕೆ ಜನಸಾಗರ bbox=[6, 74, 528, 120]
story6-byline: ಅಂತರಗಂಗೆ ಸುದ್ದಿ bbox=[596, 994, 647, 1004]
story6-headline-2: ಸಮಾಜದಲ್ಲಿ ಶಾಂತಿ,ಸೌಹಾರ್ದತೆಗೆ ದೈವಪ್ರಾರ್ಥನೆ ಅಗತ್ಯ–ಸಿಂಹ ವೆಂಕಟೇಶ್ bbox=[566, 954, 872, 968]
speaker-illustration bbox=[455, 637, 559, 743]
story8-col2: ಕಾರ್ಯಕ್ರಮದಲ್ಲಿ ಶ್ರೀ ಸಂಗಮೇಶ್ವರ ಸ್ವಾಮೀಜಿ ಸಾನ್ನಿಧ್ಯ ವಹಿಸಿದ್ದರು. ಗ್ರಾಮ ಪಂಚಾಯಿತಿ ಸದಸ್ಯರು, ಒಕ್ಕೂಟದ ಅಧ್ಯಕ್ಷರು, ಸಂಘದ ಸದಸ್ಯರು, ಸೇವಾ ಪ್ರತಿನಿಧಿಗಳು ಉಪಸ್ಥಿತರಿದ್ದರು. ಮೇಲ್ವಿಚಾರಕಿ ಸುಜಾತಾ ಸ್ವಾಗತಿಸಿದರು. ಸೇವಾ ಪ್ರತಿನಿಧಿ ವಂದಿಸಿದರು. ಭಜನಾ ತಂಡದಿಂದ ಭಜನೆ ನಡೆಯಿತು. ಪೂಜೆಯ ನಂತರ ಪ್ರಸಾದ ವಿತರಣೆ ಮಾಡಲಾಯಿತು. ಮಹಿಳೆಯರು ದೀಪ ಹಚ್ಚಿ ಲಕ್ಷ್ಮೀ ದೇವಿಗೆ ಪೂಜೆ ಸಲ್ಲಿಸಿದರು. 400ಕ್ಕೂ ಹೆಚ್ಚು ಮಂದಿ ಪಾಲ್ಗೊಂಡಿದ್ದರು. bbox=[566, 1101, 782, 1186]
section-rule-3 bbox=[566, 924, 894, 926]
story7-col1: ಬಂಗಾರಪೇಟೆ,ಡಿ.30– ತಾಲ್ಲೂಕಿನ ಶ್ರೀ ವೆಂಕಟೇಶ್ವರಸ್ವಾಮಿ ದೇವಾಲಯಗಳಲ್ಲಿ ವೈಕುಂಠ ಏಕಾದಶಿಯನ್ನು ಧಾರ್ಮಿಕ ವಿಧಿ ವಿಧಾನಗಳೊಂದಿಗೆ ಶ್ರದ್ಧಾಭಕ್ತಿಗಳಿಂದ ಆಚರಿಸಲಾಯಿತು. ಬೆಳಗಿನ ಜಾವದಿಂದಲೇ ದೇವರಿಗೆ ವಿಶೇಷ ಪೂಜೆ ಕೈಂಕರ್ಯಗಳು ನಡೆದವು. ತಾಲ್ಲೂಕಿನ ಯಳಬುರ್ಗಿ ಗ್ರಾಮದ ಶ್ರೀರಾಮ, ಭಾರತೀನ ರಸ್ತೆಯ ಶ್ರೀ ಪ್ರಸನ್ನ ವೆಂಕಟರಮಣ ಸ್ವಾಮಿ ದೇವಾಲಯ ಸೇರಿದಂತೆ ಪಟ್ಟಣದ ವಿವಿಧ ದೇವಾಲಯಗಳಲ್ಲಿ ಭಕ್ತರು ದರ್ಶನ ಪಡೆದರು. ವಿಶೇಷವಾಗಿ ದೇವರ ಉತ್ಸವ ಮೂರ್ತಿಗೆ ಹೂವಿನ ಅಲಂಕಾರ ಮಾಡಲಾಗಿತ್ತು. ತುಳಸಿ ಹಾರ, ಬಿಲ್ವಪತ್ರೆ ಹಾಗೂ ವಿವಿಧ ಹೂವುಗಳಿಂದ ದೇವರನ್ನು ಅಲಂಕರಿಸಿ ಮಹಾಮಂಗಳಾರತಿ ನೆರವೇರಿಸಲಾಯಿತು. bbox=[6, 1141, 114, 1364]
crowd-illustration bbox=[233, 133, 557, 259]
story3-col1: ಬಾಗೇಪಲ್ಲಿ,ಡಿ.30– ಸನಾತನ ಹಿಂದೂ ಧರ್ಮದ ಸಂಪ್ರದಾಯದಲ್ಲಿ ಅತ್ಯಂತ ಶ್ರೇಷ್ಠವಾದ ವೈಕುಂಠ ಏಕಾದಶಿ ದಿನದಂದು ಭಕ್ತಿ ಪೂರ್ವಕವಾಗಿ ಭಗವಂತನಲ್ಲಿ ಶ್ರದ್ಧೆ ಇಟ್ಟು ಆರಾಧಿಸಬೇಕು ಎಂದು ಶಾಸಕ ಎಸ್.ಎನ್.ಸುಬ್ಬಾರೆಡ್ಡಿ ತಿಳಿಸಿದರು. ಚಿಕ್ಕತಿರುಪತಿ ಎಂದೇ ಖ್ಯಾತಿ ಪಡೆದಿರುವ ತಾಲೂಕಿನ ಗುಮ್ಮನಾಯಕನಪಾಳ್ಯದ ಶ್ರೀ ಲಕ್ಷ್ಮಿ ವೆಂಕಟರಮಣ ಸ್ವಾಮಿ ದೇವಾಲಯದಲ್ಲಿ ವೈಕುಂಠ ಏಕಾದಶಿ ಪ್ರಯುಕ್ತ ಹಮ್ಮಿಕೊಂಡಿದ್ದ ವಿಶೇಷ ಪೂಜಾ ಕಾರ್ಯಕ್ರಮದಲ್ಲಿ ಭಾಗವಹಿಸಿ ಮಾತನಾಡಿದರು. ವೈಕುಂಠ ಏಕಾದಶಿಯಂದು ಉತ್ತರ ದ್ವಾರದ ಮೂಲಕ ದೇವರ ದರ್ಶನ ಪಡೆದರೆ ಮೋಕ್ಷ ಪ್ರಾಪ್ತಿಯಾಗುತ್ತದೆ ಎಂಬ ನಂಬಿಕೆ ಇದೆ ಎಂದರು. bbox=[6, 649, 116, 859]
